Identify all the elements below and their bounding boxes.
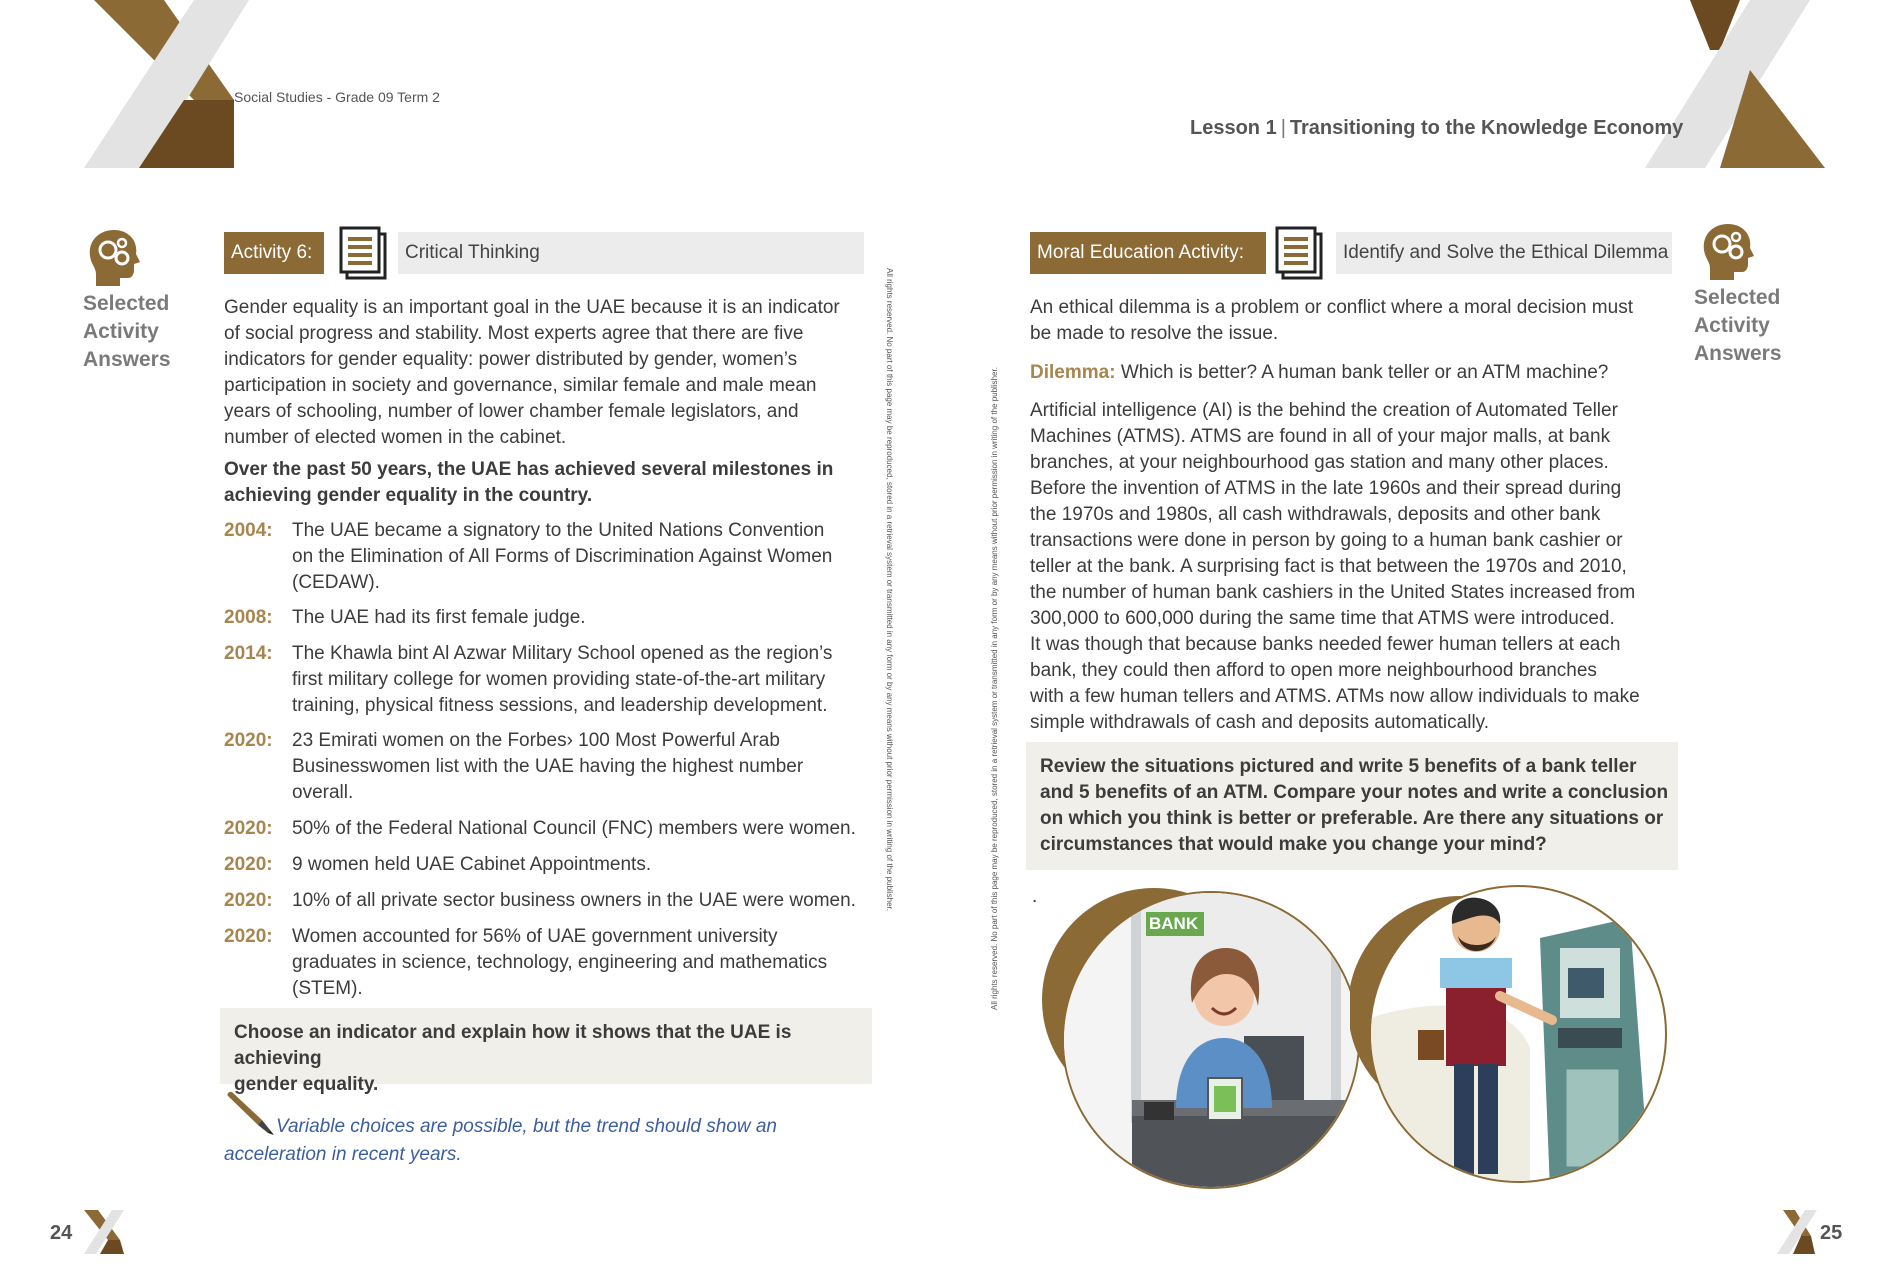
bank-sign: BANK xyxy=(1149,914,1199,933)
text-line: number of elected women in the cabinet. xyxy=(224,427,567,448)
atm-paragraph xyxy=(1030,398,1680,736)
text-line: Choose an indicator and explain how it shows that the UAE is achieving xyxy=(234,1022,792,1069)
text-line: It was though that because banks needed fewer human tellers at each xyxy=(1030,634,1621,655)
text-line: (STEM). xyxy=(292,978,363,999)
subject-header: Social Studies - Grade 09 Term 2 xyxy=(234,89,440,105)
text-line: An ethical dilemma is a problem or conflict where a moral decision must xyxy=(1030,297,1633,318)
text-line: 10% of all private sector business owners in the UAE were women. xyxy=(292,890,856,911)
timeline-year: 2004: xyxy=(224,520,273,541)
timeline-item xyxy=(224,641,864,719)
rights-notice: All rights reserved. No part of this page may be reproduced, stored in a retrieval system or transmitted in any form or by any means without prior permission in writing of the publisher. xyxy=(885,268,894,911)
page-number: 24 xyxy=(50,1222,73,1244)
text-line: The UAE became a signatory to the United Nations Convention xyxy=(292,520,825,541)
text-line: overall. xyxy=(292,782,354,803)
document-icon xyxy=(1274,225,1326,281)
bank-teller-illustration xyxy=(1036,878,1366,1190)
text-line: (CEDAW). xyxy=(292,572,380,593)
activity-label: Moral Education Activity: xyxy=(1030,232,1266,274)
text-line: achieving gender equality in the country. xyxy=(224,485,593,506)
task-box xyxy=(220,1008,872,1095)
selected-activity-answers-label xyxy=(1694,284,1782,368)
dilemma-line xyxy=(1030,360,1680,386)
text-line: of social progress and stability. Most experts agree that there are five xyxy=(224,323,804,344)
timeline-text xyxy=(292,816,864,842)
selected-activity-answers-label xyxy=(83,290,171,374)
timeline-year: 2008: xyxy=(224,607,273,628)
ethical-dilemma-definition xyxy=(1030,295,1680,347)
dilemma-label: Dilemma: xyxy=(1030,362,1116,383)
text-line: 9 women held UAE Cabinet Appointments. xyxy=(292,854,652,875)
timeline-text xyxy=(292,888,864,914)
text-line: acceleration in recent years. xyxy=(224,1144,462,1165)
text-line: branches, at your neighbourhood gas station and many other places. xyxy=(1030,452,1609,473)
text-line: Machines (ATMS). ATMS are found in all of your major malls, at bank xyxy=(1030,426,1611,447)
text-line: training, physical fitness sessions, and leadership development. xyxy=(292,695,828,716)
text-line: Variable choices are possible, but the trend should show an xyxy=(276,1116,777,1137)
timeline-text xyxy=(292,518,864,596)
text-line: Women accounted for 56% of UAE government university xyxy=(292,926,778,947)
text-line: on the Elimination of All Forms of Discrimination Against Women xyxy=(292,546,833,567)
text-line: and 5 benefits of an ATM. Compare your notes and write a conclusion xyxy=(1040,782,1669,803)
side-label-line: Answers xyxy=(1694,342,1782,365)
intro-paragraph xyxy=(224,295,874,451)
text-line: be made to resolve the issue. xyxy=(1030,323,1279,344)
text-line: transactions were done in person by going to a human bank cashier or xyxy=(1030,530,1623,551)
text-line: circumstances that would make you change your mind? xyxy=(1040,834,1547,855)
dilemma-question: Which is better? A human bank teller or an ATM machine? xyxy=(1120,362,1609,383)
timeline-year: 2020: xyxy=(224,854,273,875)
answer-text xyxy=(224,1113,874,1169)
timeline-year: 2020: xyxy=(224,730,273,751)
timeline-text xyxy=(292,852,864,878)
task-text xyxy=(234,1020,872,1098)
task-text xyxy=(1040,754,1678,858)
text-line: Review the situations pictured and write 5 benefits of a bank teller xyxy=(1040,756,1637,777)
text-line: The Khawla bint Al Azwar Military School opened as the region’s xyxy=(292,643,833,664)
small-x-decoration xyxy=(1775,1210,1817,1254)
text-line: Artificial intelligence (AI) is the behind the creation of Automated Teller xyxy=(1030,400,1618,421)
atm-illustration xyxy=(1350,878,1676,1190)
lesson-number: Lesson 1 xyxy=(1190,117,1277,139)
side-label-line: Activity xyxy=(83,320,159,343)
text-line: years of schooling, number of lower chamber female legislators, and xyxy=(224,401,799,422)
timeline-item xyxy=(224,518,864,596)
text-line: Gender equality is an important goal in the UAE because it is an indicator xyxy=(224,297,840,318)
lesson-title: Transitioning to the Knowledge Economy xyxy=(1289,117,1684,139)
header-separator: | xyxy=(1280,117,1286,139)
milestones-heading xyxy=(224,457,874,509)
text-line: graduates in science, technology, engineering and mathematics xyxy=(292,952,828,973)
timeline-year: 2020: xyxy=(224,890,273,911)
timeline-item xyxy=(224,605,864,631)
head-gears-icon xyxy=(1700,222,1756,282)
head-gears-icon xyxy=(86,228,142,288)
timeline-year: 2020: xyxy=(224,926,273,947)
text-line: 300,000 to 600,000 during the same time that ATMS were introduced. xyxy=(1030,608,1615,629)
text-line: Over the past 50 years, the UAE has achieved several milestones in xyxy=(224,459,834,480)
timeline-text xyxy=(292,605,864,631)
text-line: participation in society and governance, similar female and male mean xyxy=(224,375,817,396)
corner-x-decoration xyxy=(84,0,259,168)
timeline-text xyxy=(292,641,864,719)
text-line: with a few human tellers and ATMS. ATMs now allow individuals to make xyxy=(1030,686,1640,707)
side-label-line: Selected xyxy=(83,292,170,315)
activity-label: Activity 6: xyxy=(224,232,324,274)
corner-x-decoration xyxy=(1645,0,1825,168)
rights-notice: All rights reserved. No part of this page may be reproduced, stored in a retrieval system or transmitted in any form or by any means without prior permission in writing of the publisher. xyxy=(990,367,999,1010)
text-line: on which you think is better or preferable. Are there any situations or xyxy=(1040,808,1664,829)
timeline-item xyxy=(224,816,864,842)
text-line: the number of human bank cashiers in the United States increased from xyxy=(1030,582,1636,603)
text-line: Businesswomen list with the UAE having the highest number xyxy=(292,756,804,777)
text-line: 50% of the Federal National Council (FNC) members were women. xyxy=(292,818,856,839)
side-label-line: Activity xyxy=(1694,314,1770,337)
stray-dot: . xyxy=(1032,886,1038,907)
text-line: Before the invention of ATMS in the late 1960s and their spread during xyxy=(1030,478,1622,499)
text-line: The UAE had its first female judge. xyxy=(292,607,586,628)
activity-title: Identify and Solve the Ethical Dilemma xyxy=(1336,232,1672,274)
text-line: bank, they could then afford to open more neighbourhood branches xyxy=(1030,660,1597,681)
timeline-item xyxy=(224,852,864,878)
text-line: the 1970s and 1980s, all cash withdrawals, deposits and other bank xyxy=(1030,504,1601,525)
timeline-item xyxy=(224,924,864,1002)
text-line: gender equality. xyxy=(234,1074,379,1095)
text-line: indicators for gender equality: power distributed by gender, women’s xyxy=(224,349,798,370)
activity-title: Critical Thinking xyxy=(398,232,864,274)
task-box xyxy=(1026,742,1678,870)
text-line: first military college for women providing state-of-the-art military xyxy=(292,669,826,690)
lesson-header xyxy=(1190,117,1683,140)
timeline-item xyxy=(224,888,864,914)
text-line: 23 Emirati women on the Forbes› 100 Most Powerful Arab xyxy=(292,730,780,751)
text-line: teller at the bank. A surprising fact is that between the 1970s and 2010, xyxy=(1030,556,1627,577)
text-line: simple withdrawals of cash and deposits automatically. xyxy=(1030,712,1490,733)
side-label-line: Answers xyxy=(83,348,171,371)
small-x-decoration xyxy=(84,1210,126,1254)
timeline-item xyxy=(224,728,864,806)
document-icon xyxy=(338,225,390,281)
timeline-text xyxy=(292,728,864,806)
timeline-year: 2020: xyxy=(224,818,273,839)
page-number: 25 xyxy=(1820,1222,1843,1244)
timeline-text xyxy=(292,924,864,1002)
timeline-year: 2014: xyxy=(224,643,273,664)
side-label-line: Selected xyxy=(1694,286,1781,309)
